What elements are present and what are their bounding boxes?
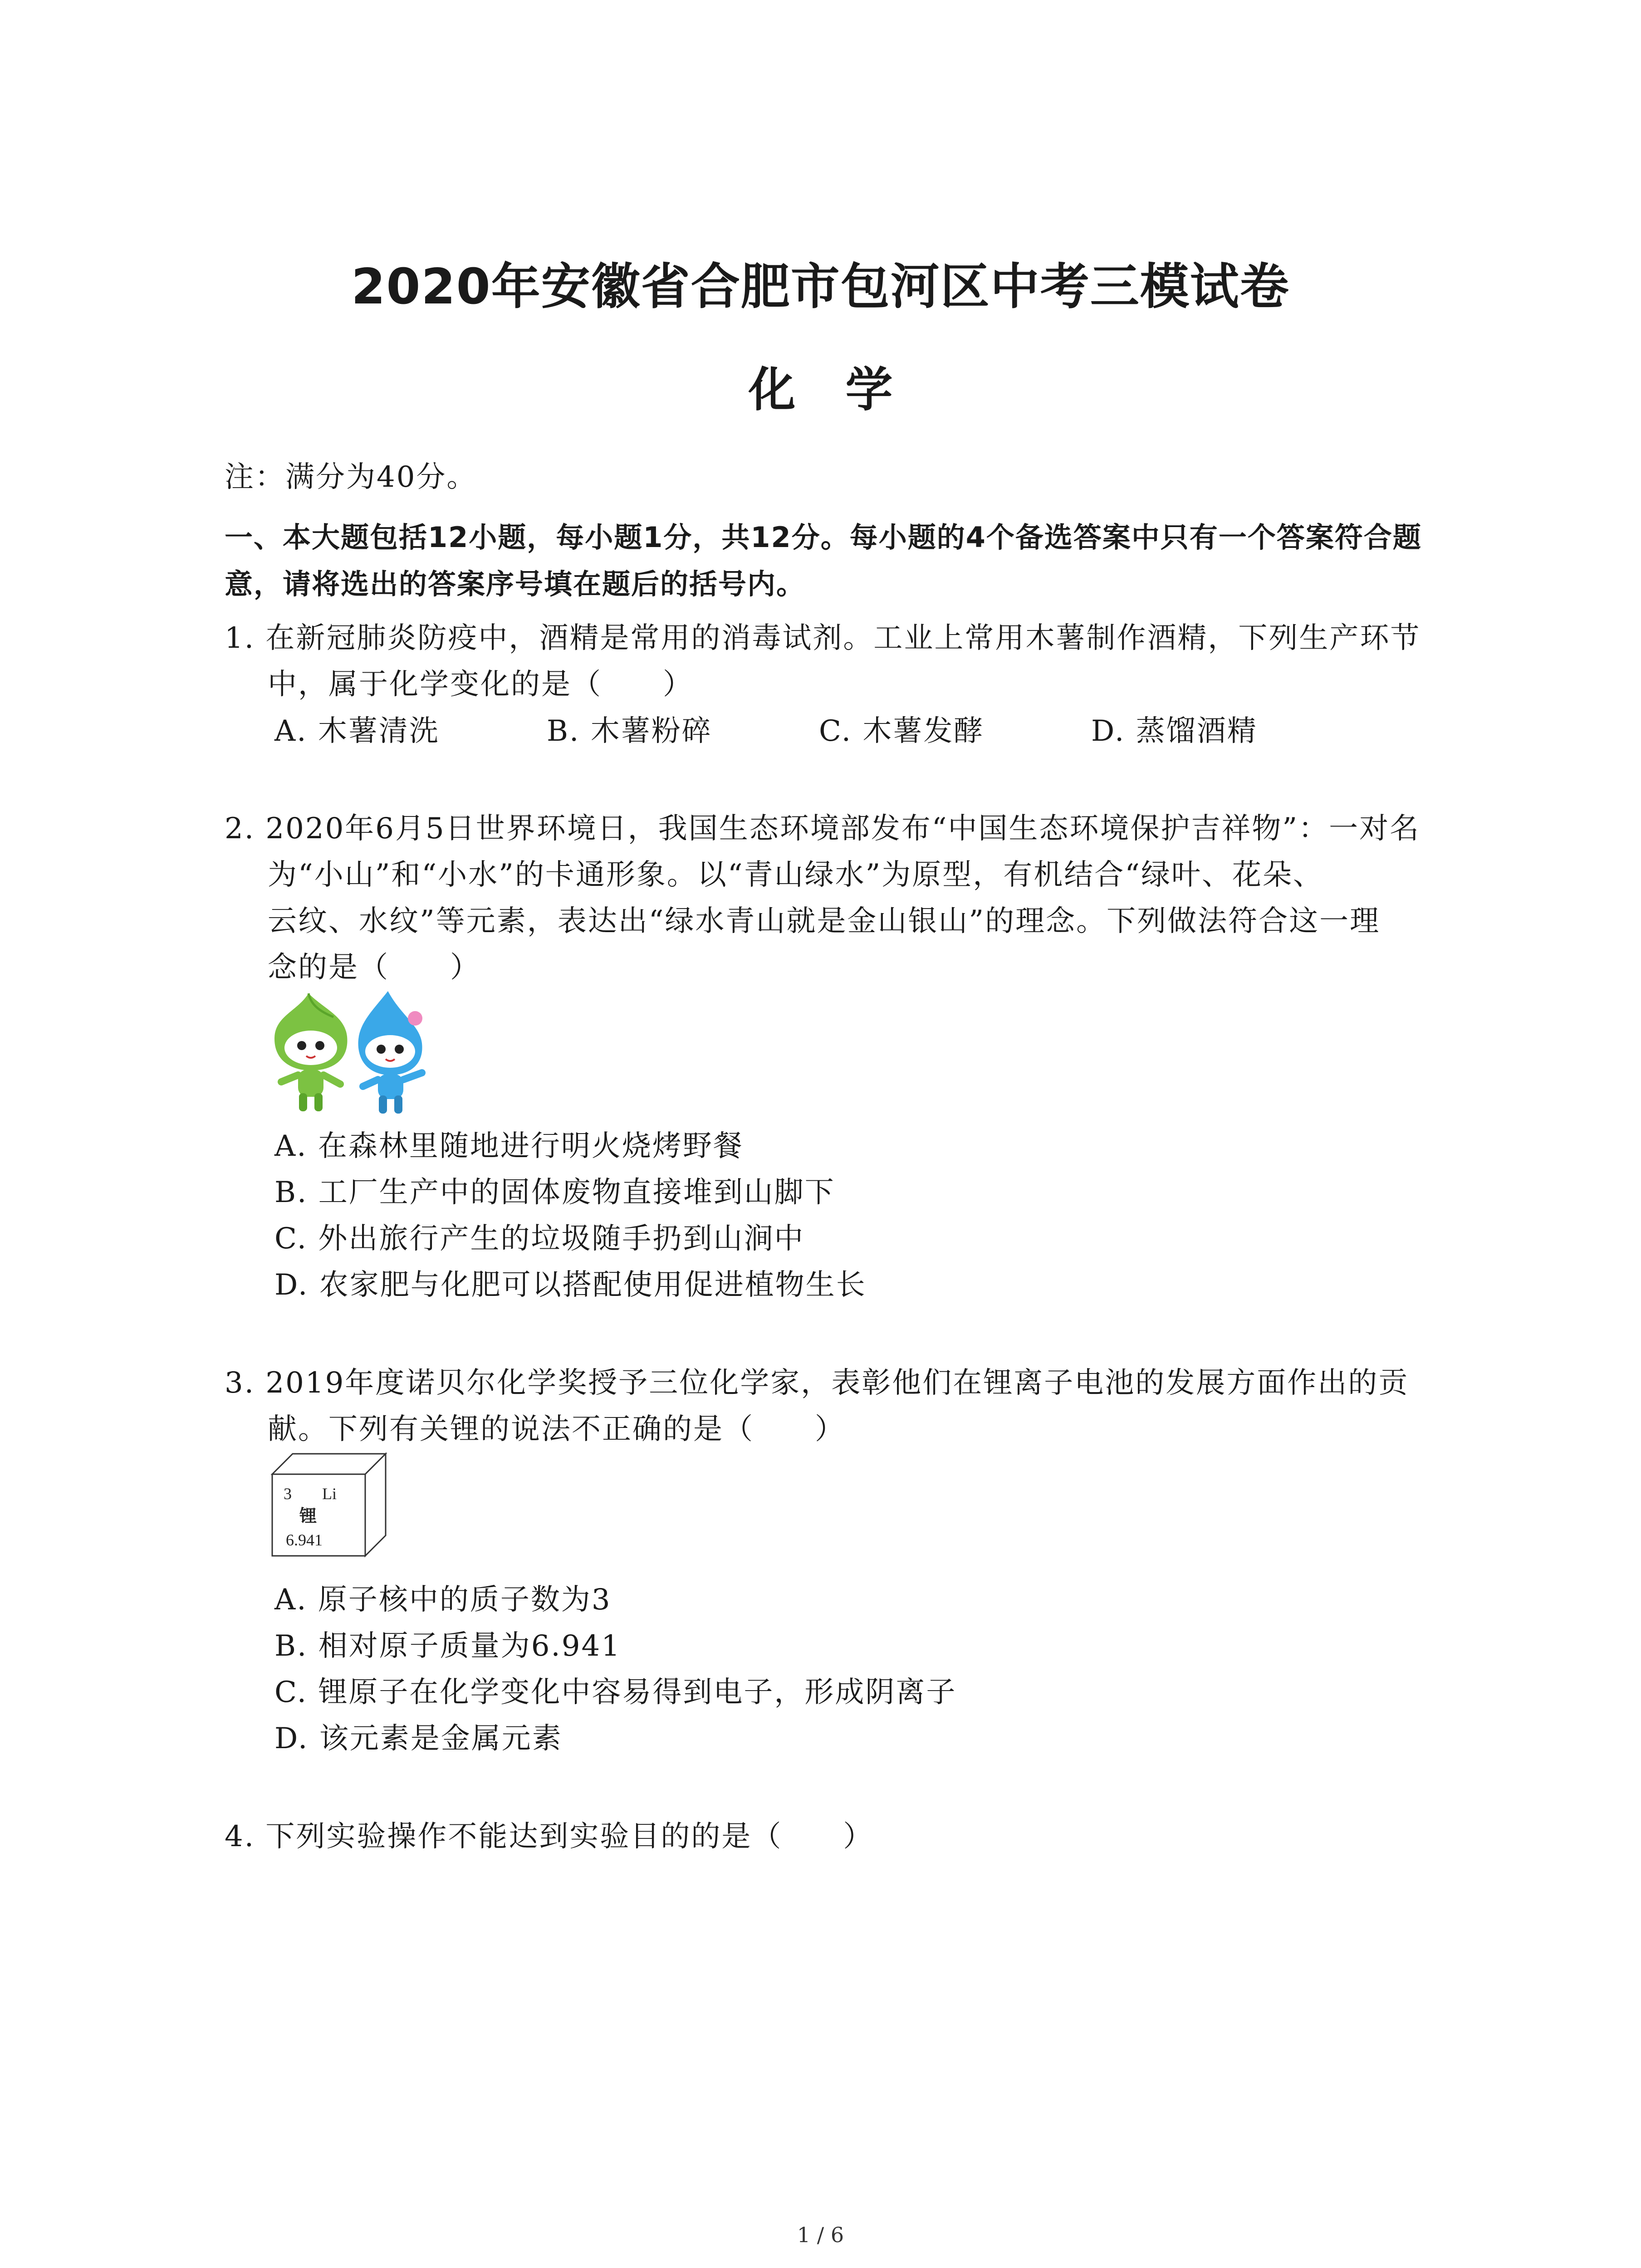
question-1-option-a: A. 木薯清洗 xyxy=(274,714,440,748)
question-2-option-c: C. 外出旅行产生的垃圾随手扔到山涧中 xyxy=(274,1222,805,1256)
mascot-image xyxy=(265,984,438,1120)
question-3-option-d: D. 该元素是金属元素 xyxy=(274,1722,563,1755)
page-title: 2020年安徽省合肥市包河区中考三模试卷 xyxy=(351,259,1290,315)
question-2-option-a: A. 在森林里随地进行明火烧烤野餐 xyxy=(274,1129,744,1163)
question-1-option-c: C. 木薯发酵 xyxy=(819,714,985,748)
question-3-line1: 3. 2019年度诺贝尔化学奖授予三位化学家，表彰他们在锂离子电池的发展方面作出的贡 xyxy=(225,1366,1409,1400)
lithium-element-cell xyxy=(268,1449,390,1560)
question-2-option-d: D. 农家肥与化肥可以搭配使用促进植物生长 xyxy=(274,1268,867,1302)
question-2-line4: 念的是（ ） xyxy=(268,951,480,984)
question-3-line2: 献。下列有关锂的说法不正确的是（ ） xyxy=(268,1413,845,1446)
green-mascot xyxy=(274,993,347,1111)
question-3-option-c: C. 锂原子在化学变化中容易得到电子，形成阴离子 xyxy=(274,1676,957,1709)
page-number: 1 / 6 xyxy=(797,2223,844,2247)
question-1-line2: 中，属于化学变化的是（ ） xyxy=(268,668,693,701)
element-atomic-mass: 6.941 xyxy=(286,1531,323,1549)
element-atomic-number: 3 xyxy=(284,1485,292,1503)
question-2-line3: 云纹、水纹”等元素，表达出“绿水青山就是金山银山”的理念。下列做法符合这一理 xyxy=(268,904,1381,938)
section-instructions-line1: 一、本大题包括12小题，每小题1分，共12分。每小题的4个备选答案中只有一个答案符合题 xyxy=(225,521,1422,554)
question-1-line1: 1. 在新冠肺炎防疫中，酒精是常用的消毒试剂。工业上常用木薯制作酒精，下列生产环节 xyxy=(225,621,1421,655)
blue-mascot xyxy=(358,991,422,1114)
question-2-line1: 2. 2020年6月5日世界环境日，我国生态环境部发布“中国生态环境保护吉祥物”：一对名 xyxy=(225,812,1421,846)
question-1-option-b: B. 木薯粉碎 xyxy=(547,714,712,748)
section-instructions-line2: 意，请将选出的答案序号填在题后的括号内。 xyxy=(225,567,806,601)
question-2-option-b: B. 工厂生产中的固体废物直接堆到山脚下 xyxy=(274,1176,835,1209)
score-note: 注：满分为40分。 xyxy=(225,460,477,494)
element-name: 锂 xyxy=(299,1506,317,1526)
subject-title: 化学 xyxy=(748,362,943,417)
question-3-option-a: A. 原子核中的质子数为3 xyxy=(274,1583,612,1617)
question-2-line2: 为“小山”和“小水”的卡通形象。以“青山绿水”为原型，有机结合“绿叶、花朵、 xyxy=(268,858,1324,892)
element-symbol: Li xyxy=(322,1485,337,1503)
question-1-option-d: D. 蒸馏酒精 xyxy=(1091,714,1258,748)
question-4-line1: 4. 下列实验操作不能达到实验目的的是（ ） xyxy=(225,1820,874,1853)
question-3-option-b: B. 相对原子质量为6.941 xyxy=(274,1629,621,1663)
